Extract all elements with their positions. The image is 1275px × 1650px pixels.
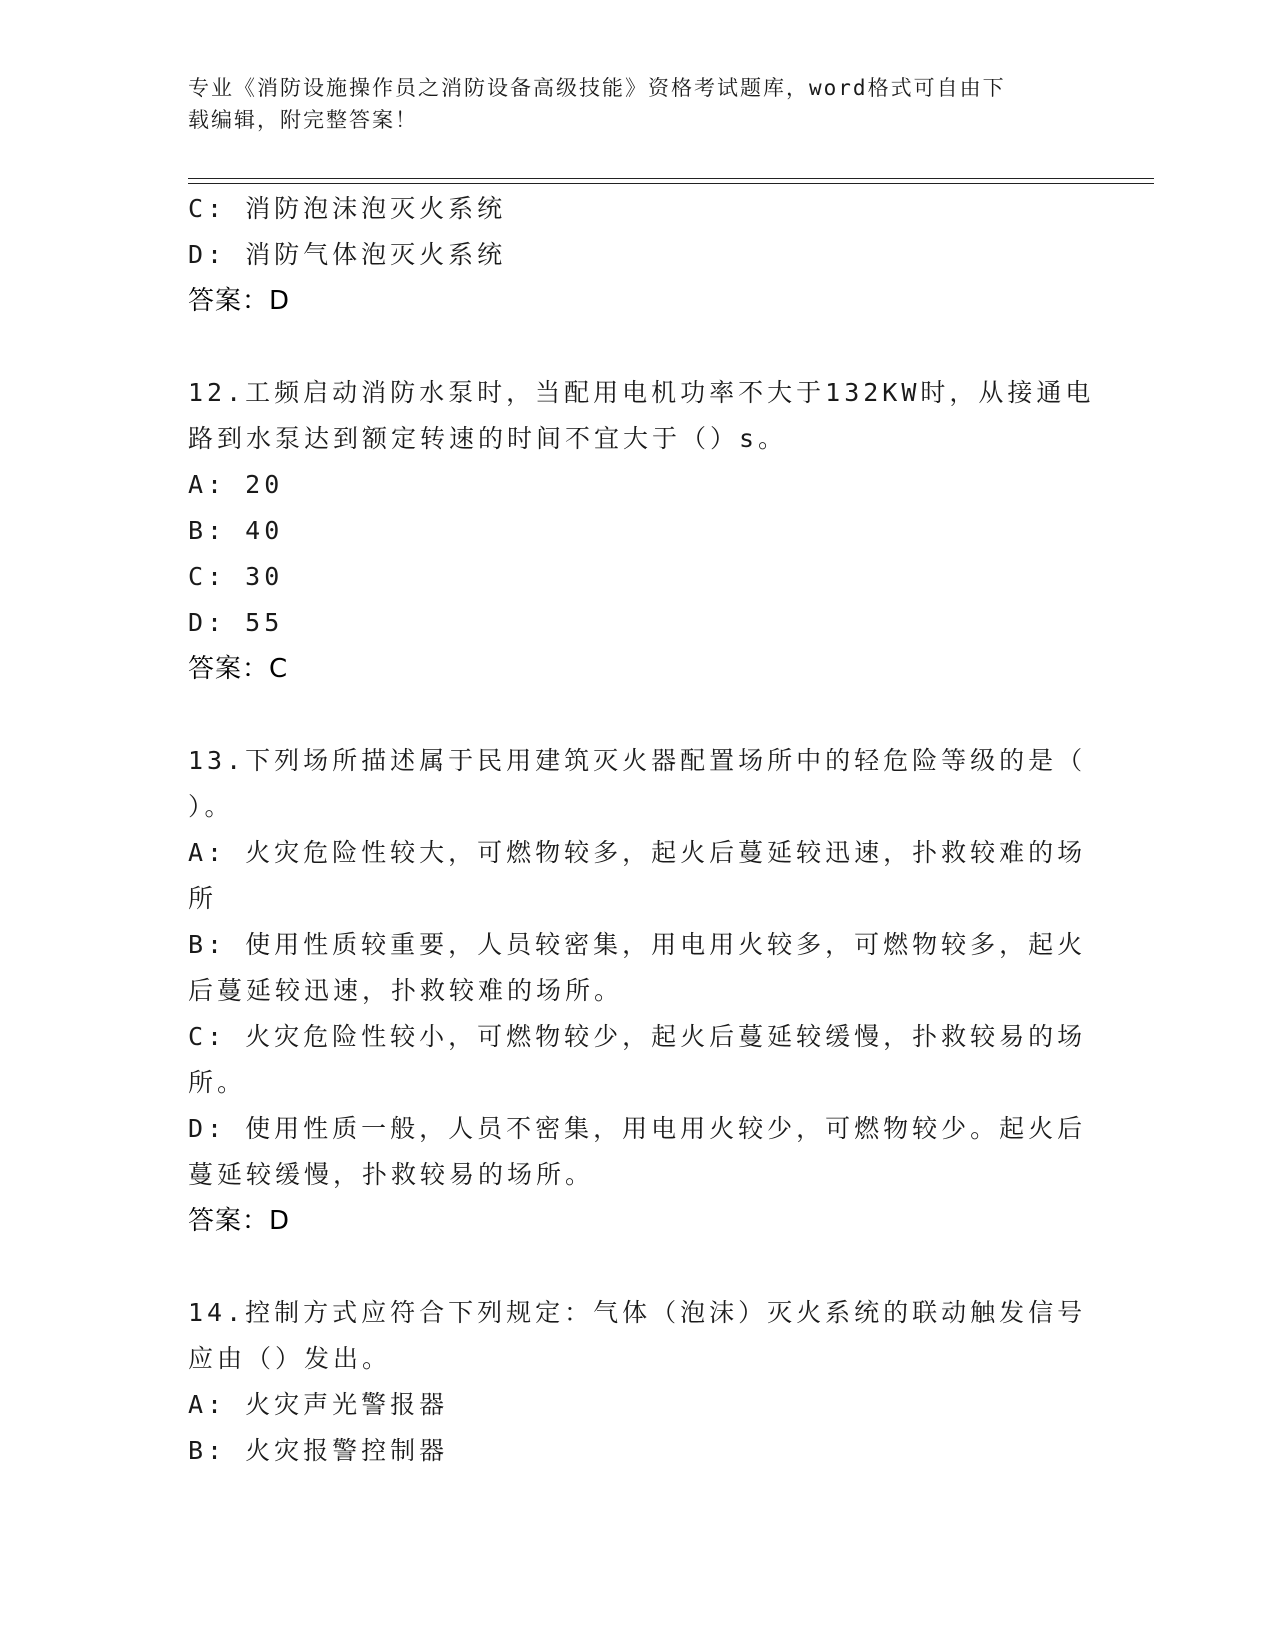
option-b: B: 火灾报警控制器 xyxy=(188,1436,449,1465)
header-divider-bottom xyxy=(188,183,1154,184)
document-header xyxy=(188,72,1068,136)
question-14 xyxy=(188,1290,1088,1474)
option-a-continued: 所 xyxy=(188,884,218,913)
question-stem-continued: 应由（）发出。 xyxy=(188,1344,392,1373)
answer: 答案：C xyxy=(188,654,289,684)
option-c: C: 火灾危险性较小，可燃物较少，起火后蔓延较缓慢，扑救较易的场 xyxy=(188,1022,1087,1051)
spacer xyxy=(188,692,1088,738)
option-c-continued: 所。 xyxy=(188,1068,247,1097)
spacer xyxy=(188,1244,1088,1290)
question-11-tail xyxy=(188,186,1088,324)
option-d: D: 使用性质一般，人员不密集，用电用火较少，可燃物较少。起火后 xyxy=(188,1114,1087,1143)
question-stem: 13.下列场所描述属于民用建筑灭火器配置场所中的轻危险等级的是（ xyxy=(188,746,1087,775)
question-stem-continued: 路到水泵达到额定转速的时间不宜大于（）s。 xyxy=(188,424,788,453)
option-a: A: 火灾声光警报器 xyxy=(188,1390,449,1419)
answer: 答案：D xyxy=(188,286,291,316)
question-stem: 14.控制方式应符合下列规定：气体（泡沫）灭火系统的联动触发信号 xyxy=(188,1298,1087,1327)
header-line-2: 载编辑，附完整答案！ xyxy=(188,108,418,132)
header-divider-top xyxy=(188,178,1154,179)
option-d-continued: 蔓延较缓慢，扑救较易的场所。 xyxy=(188,1160,595,1189)
question-list xyxy=(188,186,1095,1474)
spacer xyxy=(188,324,1088,370)
option-d: D: 消防气体泡灭火系统 xyxy=(188,240,507,269)
question-13 xyxy=(188,738,1088,1244)
question-12 xyxy=(188,370,1095,692)
option-b: B: 40 xyxy=(188,516,284,545)
question-stem-continued: ）。 xyxy=(188,792,234,821)
option-a: A: 20 xyxy=(188,470,284,499)
question-stem: 12.工频启动消防水泵时，当配用电机功率不大于132KW时，从接通电 xyxy=(188,378,1095,407)
option-a: A: 火灾危险性较大，可燃物较多，起火后蔓延较迅速，扑救较难的场 xyxy=(188,838,1087,867)
answer: 答案：D xyxy=(188,1206,291,1236)
option-b: B: 使用性质较重要，人员较密集，用电用火较多，可燃物较多，起火 xyxy=(188,930,1087,959)
header-line-1: 专业《消防设施操作员之消防设备高级技能》资格考试题库，word格式可自由下 xyxy=(188,76,1006,100)
option-d: D: 55 xyxy=(188,608,284,637)
option-c: C: 30 xyxy=(188,562,284,591)
option-c: C: 消防泡沫泡灭火系统 xyxy=(188,194,507,223)
option-b-continued: 后蔓延较迅速，扑救较难的场所。 xyxy=(188,976,624,1005)
